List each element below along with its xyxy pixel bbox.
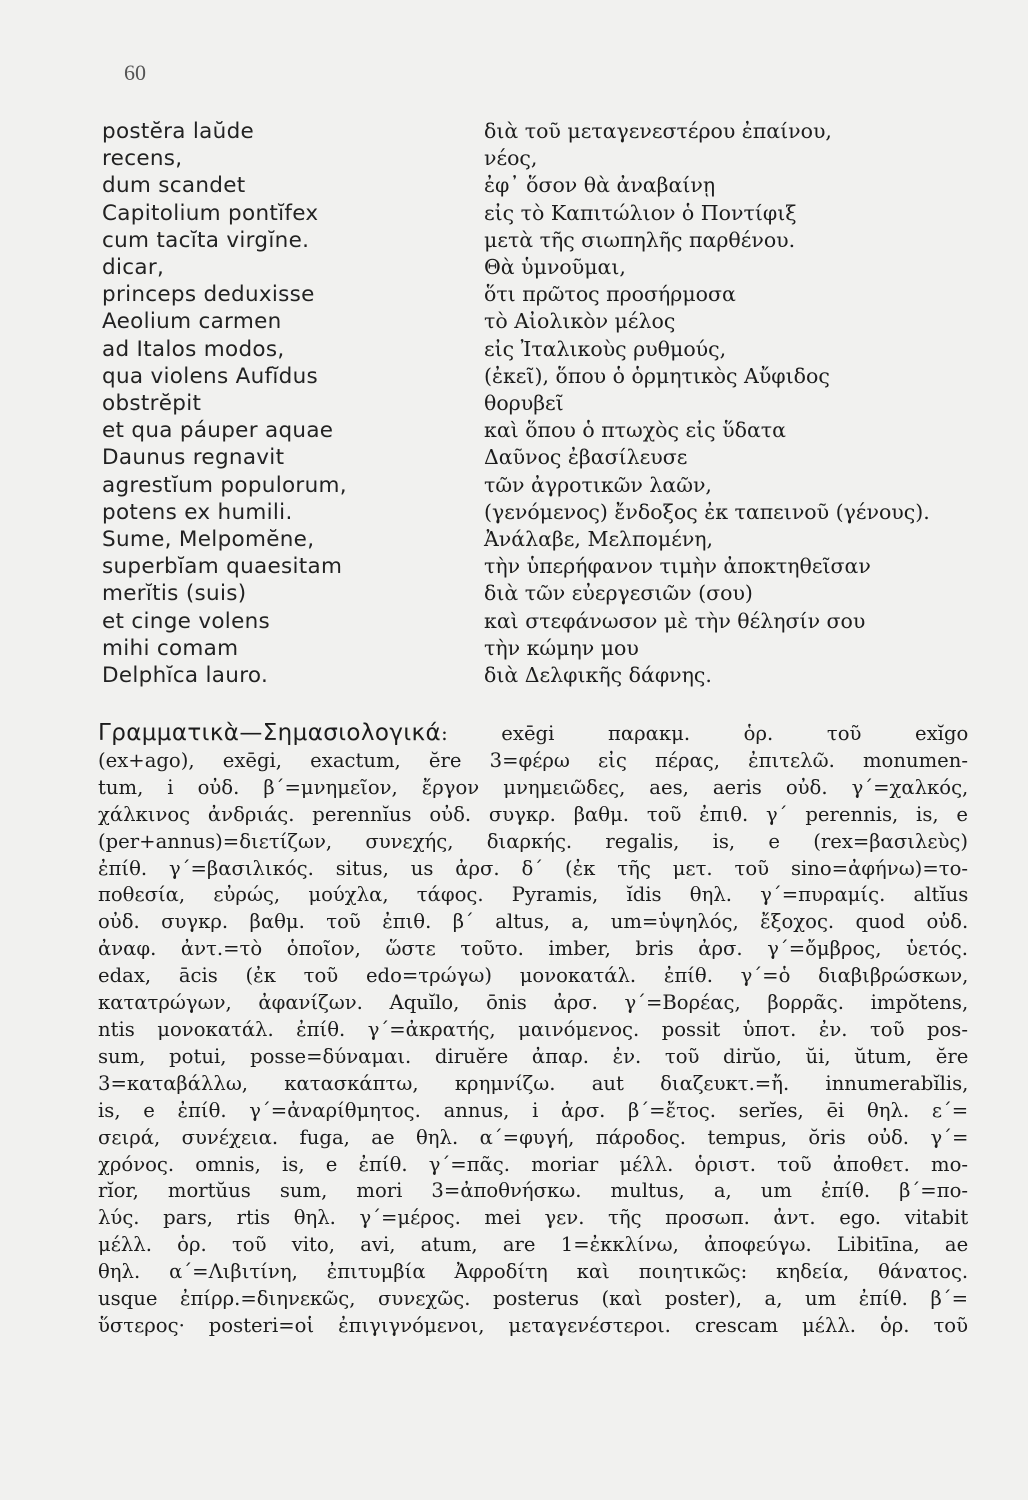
greek-line: εἰς Ἰταλικοὺς ρυθμούς, <box>484 336 727 361</box>
latin-line: Capitolium pontĭfex <box>102 200 319 226</box>
grammar-line: (ex+ago), exēgi, exactum, ĕre 3=φέρω εἰς πέρας, ἐπιτελῶ. monumen- <box>98 748 968 772</box>
grammar-line: edax, ācis (ἐκ τοῦ edo=τρώγω) μονοκατάλ. ἐπίθ. γ΄=ὁ διαβιβρώσκων, <box>98 964 969 988</box>
grammar-line: 3=καταβάλλω, κατασκάπτω, κρημνίζω. aut διαζευκτ.=ἤ. innumerabĭlis, <box>98 1071 969 1095</box>
grammar-line: σειρά, συνέχεια. fuga, ae θηλ. α΄=φυγή, πάροδος. tempus, ŏris οὐδ. γ΄= <box>98 1125 969 1149</box>
grammar-first-line <box>98 720 968 748</box>
greek-line: Θὰ ὑμνοῦμαι, <box>484 255 626 280</box>
latin-line: et cinge volens <box>102 608 271 634</box>
latin-line: agrestĭum populorum, <box>102 472 347 498</box>
grammar-line: is, e ἐπίθ. γ΄=ἀναρίθμητος. annus, i ἀρσ. β΄=ἔτος. serĭes, ēi θηλ. ε΄= <box>98 1098 969 1122</box>
greek-line: νέος, <box>484 146 538 171</box>
latin-line: potens ex humili. <box>102 499 293 525</box>
latin-line: princeps deduxisse <box>102 282 315 308</box>
grammar-line: χρόνος. omnis, is, e ἐπίθ. γ΄=πᾶς. moriar μέλλ. ὁριστ. τοῦ ἀποθετ. mo- <box>98 1152 968 1176</box>
latin-line: merĭtis (suis) <box>102 581 247 607</box>
grammar-line: χάλκινος ἀνδριάς. perennĭus οὐδ. συγκρ. βαθμ. τοῦ ἐπιθ. γ΄ perennis, is, e <box>98 802 968 826</box>
grammar-title: Γραμματικὰ—Σημασιολογικά <box>98 720 442 746</box>
grammar-line: οὐδ. συγκρ. βαθμ. τοῦ ἐπιθ. β΄ altus, a, um=ὑψηλός, ἔξοχος. quod οὐδ. <box>98 910 969 934</box>
grammar-line: ἐπίθ. γ΄=βασιλικός. situs, us ἀρσ. δ΄ (ἐκ τῆς μετ. τοῦ sino=ἀφήνω)=το- <box>98 856 968 880</box>
grammar-line: tum, i οὐδ. β΄=μνημεῖον, ἔργον μνημειῶδες, aes, aeris οὐδ. γ΄=χαλκός, <box>98 775 969 799</box>
greek-line: (ἐκεῖ), ὅπου ὁ ὁρμητικὸς Αὔφιδος <box>484 363 830 388</box>
latin-line: qua violens Aufĭdus <box>102 363 319 389</box>
grammar-line: λύς. pars, rtis θηλ. γ΄=μέρος. mei γεν. τῆς προσωπ. ἀντ. ego. vitabit <box>98 1206 969 1230</box>
greek-line: (γενόμενος) ἔνδοξος ἐκ ταπεινοῦ (γένους). <box>484 499 930 524</box>
grammar-line: θηλ. α΄=Λιβιτίνη, ἐπιτυμβία Ἀφροδίτη καὶ ποιητικῶς: κηδεία, θάνατος. <box>98 1260 969 1284</box>
latin-line: Aeolium carmen <box>102 309 282 335</box>
grammar-line: ἀναφ. ἀντ.=τὸ ὁποῖον, ὥστε τοῦτο. imber, bris ἀρσ. γ΄=ὄμβρος, ὑετός. <box>98 937 968 961</box>
latin-line: recens, <box>102 146 183 172</box>
latin-line: Delphĭca lauro. <box>102 663 269 689</box>
grammar-line: κατατρώγων, ἀφανίζων. Aquĭlo, ōnis ἀρσ. γ΄=Βορέας, βορρᾶς. impŏtens, <box>98 991 969 1015</box>
greek-line: καὶ ὅπου ὁ πτωχὸς εἰς ὕδατα <box>484 418 786 443</box>
greek-line: διὰ τῶν εὐεργεσιῶν (σου) <box>484 581 753 606</box>
greek-line: τὸ Αἰολικὸν μέλος <box>484 309 676 334</box>
grammar-line: μέλλ. ὁρ. τοῦ vito, avi, atum, are 1=ἐκκλίνω, ἀποφεύγω. Libitīna, ae <box>98 1233 969 1257</box>
greek-translation-column <box>484 118 930 689</box>
greek-line: μετὰ τῆς σιωπηλῆς παρθένου. <box>484 227 796 252</box>
greek-line: τῶν ἀγροτικῶν λαῶν, <box>484 472 712 497</box>
greek-line: τὴν κώμην μου <box>484 635 639 660</box>
page-number: 60 <box>124 60 146 85</box>
greek-line: ἐφ᾽ ὅσον θὰ ἀναβαίνῃ <box>484 173 716 198</box>
greek-line: Δαῦνος ἐβασίλευσε <box>484 445 688 470</box>
latin-line: mihi comam <box>102 635 239 661</box>
grammar-line: ntis μονοκατάλ. ἐπίθ. γ΄=ἀκρατής, μαινόμενος. possit ὑποτ. ἐν. τοῦ pos- <box>98 1017 968 1041</box>
latin-line: cum tacĭta virgĭne. <box>102 227 310 253</box>
latin-line: Sume, Melpomĕne, <box>102 527 315 553</box>
latin-line: dicar, <box>102 255 165 281</box>
greek-line: ὅτι πρῶτος προσήρμοσα <box>484 282 736 307</box>
greek-line: Ἀνάλαβε, Μελπομένη, <box>484 527 714 552</box>
grammar-line: ὕστερος· posteri=οἱ ἐπιγιγνόμενοι, μεταγενέστεροι. crescam μέλλ. ὁρ. τοῦ <box>98 1313 968 1337</box>
greek-line: εἰς τὸ Καπιτώλιον ὁ Ποντίφιξ <box>484 200 797 225</box>
greek-line: θορυβεῖ <box>484 391 564 416</box>
latin-line: ad Italos modos, <box>102 336 285 362</box>
latin-line: obstrĕpit <box>102 391 202 417</box>
grammar-line: ποθεσία, εὐρώς, μούχλα, τάφος. Pyramis, ĭdis θηλ. γ΄=πυραμίς. altĭus <box>98 883 969 907</box>
latin-line: postĕra laŭde <box>102 119 255 144</box>
greek-line: διὰ τοῦ μεταγενεστέρου ἐπαίνου, <box>484 119 832 143</box>
latin-line: dum scandet <box>102 173 246 199</box>
latin-line: superbĭam quaesitam <box>102 554 343 580</box>
grammar-notes <box>98 720 968 1340</box>
latin-line: Daunus regnavit <box>102 445 285 471</box>
grammar-first-line-rest: : exēgi παρακμ. ὁρ. τοῦ exĭgo <box>441 722 969 745</box>
greek-line: τὴν ὑπερήφανον τιμὴν ἀποκτηθεῖσαν <box>484 554 871 579</box>
latin-text-column <box>102 118 347 689</box>
greek-line: καὶ στεφάνωσον μὲ τὴν θέλησίν σου <box>484 608 866 633</box>
latin-line: et qua páuper aquae <box>102 418 334 444</box>
grammar-line: sum, potui, posse=δύναμαι. diruĕre ἀπαρ. ἐν. τοῦ dirŭo, ŭi, ŭtum, ĕre <box>98 1044 969 1068</box>
greek-line: διὰ Δελφικῆς δάφνης. <box>484 663 712 688</box>
grammar-line: usque ἐπίρρ.=διηνεκῶς, συνεχῶς. posterus (καὶ poster), a, um ἐπίθ. β΄= <box>98 1287 968 1311</box>
grammar-line: (per+annus)=διετίζων, συνεχής, διαρκής. regalis, is, e (rex=βασιλεὺς) <box>98 829 968 853</box>
grammar-line: rĭor, mortŭus sum, mori 3=ἀποθνήσκω. multus, a, um ἐπίθ. β΄=πο- <box>98 1179 968 1203</box>
